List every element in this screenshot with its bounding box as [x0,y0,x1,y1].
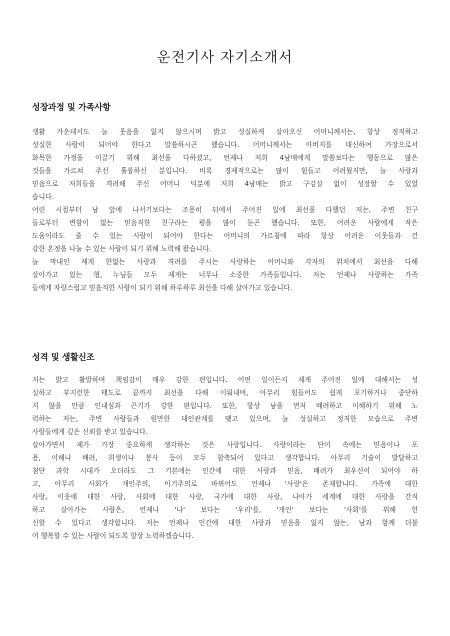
text-line: 늘 막내인 제게 한없는 사랑과 격려를 주시는 사랑하는 어머니와 각자의 위치에서 최선을 다해 [32,258,418,266]
text-line: 첨단 과학 시대가 오더라도 그 기본에는 인간에 대한 사랑과 믿음, 배려가 최우선이 되어야 하 [32,467,418,475]
text-line: 하고 살아가는 사람은, 언제나 '나' 보다는 '우리'를, '개인' 보다는 '사회'를 위해 헌 [32,506,418,514]
text-line: 지 않을 만큼 인내심과 끈기가 강한 편입니다. 또한, 항상 남을 먼저 배려하고 이해하기 위해 노 [32,402,418,410]
section-heading-growth-family: 성장과정 및 가족사항 [32,102,111,112]
text-line: 신할 수 있다고 생각합니다. 저는 언제나 인간에 대한 사랑과 믿음을 잃지 않는, 남과 함께 더불 [32,519,418,527]
text-line: 실하고 부지런한 태도로 끝까지 최선을 다해 이뤄내며, 아무리 힘들어도 쉽게 포기하거나 중단하 [32,389,418,397]
text-line: 살아가면서 제가 가장 중요하게 생각하는 것은 사랑입니다. 사랑이라는 단어 속에는 믿음이나 포 [32,441,418,449]
text-line: 사랑, 이웃에 대한 사랑, 사회에 대한 사랑, 국가에 대한 사랑, 나아가 세계에 대한 사랑을 간직 [32,493,418,501]
text-line: 생활 가운데서도 늘 웃음을 잃지 않으시며 밝고 성실하게 살아오신 어머니께서는, 항상 정직하고 [32,128,418,136]
text-line: 믿음으로 저희들을 격려해 주신 어머니 덕분에 저희 4남매는 밝고 구김살 없이 성장할 수 있었 [32,180,418,188]
text-line: 저는 밝고 활발하며 책임감이 매우 강한 편입니다. 어떤 일이든지 제게 주어진 일에 대해서는 성 [32,376,418,384]
document-title: 운전기사 자기소개서 [156,50,294,66]
text-line: 습니다. [32,193,54,201]
text-line: 어린 시절부터 남 앞에 나서기보다는 조용히 뒤에서 주어진 일에 최선을 다했던 저는, 주변 친구 [32,206,418,214]
text-line: 것들을 가르쳐 주신 훌륭하신 분입니다. 비록 경제적으로는 많이 힘들고 어려웠지만, 늘 사랑과 [32,167,418,175]
section-body-personality-motto [32,374,418,543]
section-heading-personality-motto: 성격 및 생활신조 [32,352,95,362]
text-line: 화목한 가정을 이끌기 위해 최선을 다하셨고, 언제나 저희 4남매에게 말씀보다는 행동으로 많은 [32,154,418,162]
text-line: 용, 이해나 배려, 희생이나 봉사 등이 모두 함축되어 있다고 생각합니다. 아무리 기술이 발달하고 [32,454,418,462]
text-line: 력하는 저는, 주변 사람들과 원만한 대인관계를 맺고 있으며, 늘 성실하고 정직한 모습으로 주변 [32,415,418,423]
section-body-growth-family [32,126,418,295]
text-line: 성실한 사람이 되어야 한다고 말씀하시곤 했습니다. 어머니께서는 아버지를 대신하여 가장으로서 [32,141,418,149]
text-line: 들로부터 변함이 없는 믿음직한 친구라는 평을 많이 듣곤 했습니다. 또한, 어려운 사람에게 작은 [32,219,418,227]
text-line: 강한 온정을 나눌 수 있는 사람이 되기 위해 노력해 왔습니다. [32,245,212,253]
text-line: 살아가고 있는 형, 누님들 모두 제게는 너무나 소중한 가족들입니다. 저는 언제나 사랑하는 가족 [32,271,418,279]
text-line: 들에게 자랑스럽고 믿음직한 사람이 되기 위해 하루하루 최선을 다해 살아가고 있습니다. [32,284,293,292]
text-line: 사람들에게 깊은 신뢰를 받고 있습니다. [32,428,148,436]
text-line: 어 행복할 수 있는 사람이 되도록 항상 노력하겠습니다. [32,532,194,540]
text-line: 도움이라도 줄 수 있는 사람이 되어야 한다는 어머니의 가르침에 따라 항상 어려운 이웃들과 건 [32,232,418,240]
text-line: 고, 아무리 사회가 개인주의, 이기주의로 바뀌어도 언제나 '사랑'은 존재합니다. 가족에 대한 [32,480,418,488]
